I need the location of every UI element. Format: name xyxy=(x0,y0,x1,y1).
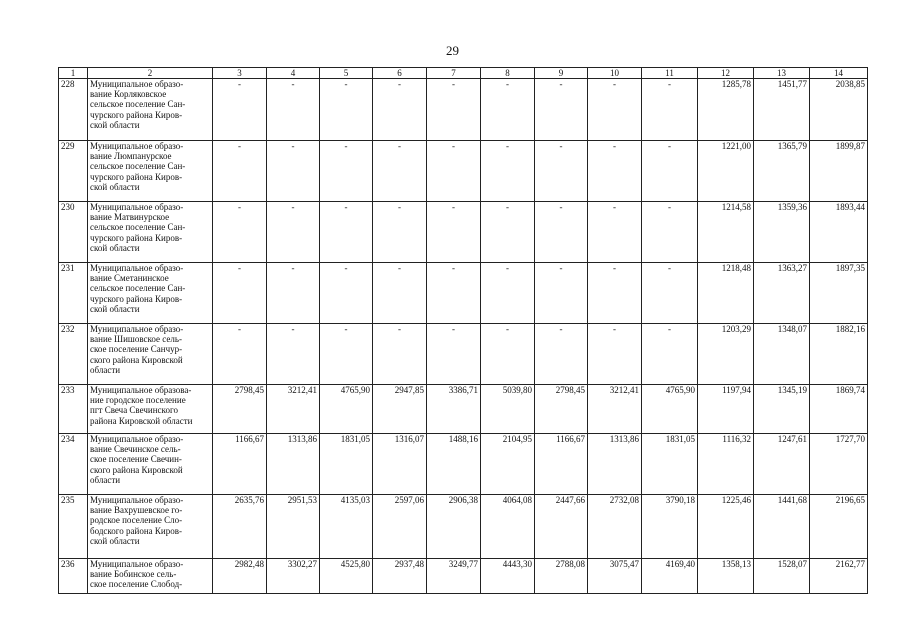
column-header-4: 4 xyxy=(267,68,320,79)
municipality-name-line: чурского района Киров- xyxy=(90,232,183,243)
table-row xyxy=(59,263,868,324)
value-cell-col-7: - xyxy=(427,263,481,324)
municipality-name-line: вание Люмпанурское xyxy=(90,151,172,162)
value-cell-col-14: 1893,44 xyxy=(810,202,868,263)
value-cell-col-13: 1359,36 xyxy=(754,202,810,263)
value-cell-col-10: - xyxy=(588,79,642,141)
value-cell-col-9: 2798,45 xyxy=(535,385,588,434)
value-cell-col-14: 2162,77 xyxy=(810,559,868,594)
municipality-name-line: вание Сметанинское xyxy=(90,273,169,284)
value-cell-col-11: - xyxy=(642,263,698,324)
row-number: 233 xyxy=(59,385,88,434)
municipality-name-line: района Кировской области xyxy=(90,415,193,426)
municipality-name-line: вание Шишовское сель- xyxy=(90,334,182,345)
value-cell-col-3: - xyxy=(213,202,267,263)
table-header xyxy=(59,68,868,79)
column-header-6: 6 xyxy=(373,68,427,79)
value-cell-col-14: 2196,65 xyxy=(810,495,868,559)
value-cell-col-5: - xyxy=(320,324,373,385)
value-cell-col-12: 1358,13 xyxy=(698,559,754,594)
row-number: 234 xyxy=(59,434,88,495)
value-cell-col-13: 1363,27 xyxy=(754,263,810,324)
value-cell-col-9: 2788,08 xyxy=(535,559,588,594)
value-cell-col-7: - xyxy=(427,79,481,141)
value-cell-col-7: 3249,77 xyxy=(427,559,481,594)
value-cell-col-6: - xyxy=(373,141,427,202)
municipality-name-line: ской области xyxy=(90,242,140,253)
value-cell-col-9: 1166,67 xyxy=(535,434,588,495)
municipality-name-line: ской области xyxy=(90,535,140,546)
value-cell-col-10: - xyxy=(588,324,642,385)
value-cell-col-13: 1345,19 xyxy=(754,385,810,434)
value-cell-col-14: 1727,70 xyxy=(810,434,868,495)
municipality-name-line: сельское поселение Сан- xyxy=(90,283,186,294)
municipality-name-line: сельское поселение Сан- xyxy=(90,99,186,110)
municipality-name-line: ского района Кировской xyxy=(90,464,183,475)
municipality-name-line: Муниципальное образо- xyxy=(90,324,184,334)
value-cell-col-10: 1313,86 xyxy=(588,434,642,495)
municipality-name-line: ское поселение Санчур- xyxy=(90,344,183,355)
value-cell-col-11: - xyxy=(642,79,698,141)
value-cell-col-14: 1869,74 xyxy=(810,385,868,434)
value-cell-col-12: 1221,00 xyxy=(698,141,754,202)
row-number: 229 xyxy=(59,141,88,202)
table-row xyxy=(59,559,868,594)
municipality-name-line: Муниципальное образо- xyxy=(90,141,184,151)
municipality-name xyxy=(88,202,213,263)
value-cell-col-14: 1899,87 xyxy=(810,141,868,202)
municipality-name-line: вание Бобинское сель- xyxy=(90,569,177,580)
value-cell-col-3: 2798,45 xyxy=(213,385,267,434)
value-cell-col-13: 1528,07 xyxy=(754,559,810,594)
column-header-14: 14 xyxy=(810,68,868,79)
row-number: 231 xyxy=(59,263,88,324)
value-cell-col-6: - xyxy=(373,263,427,324)
value-cell-col-4: 3212,41 xyxy=(267,385,320,434)
municipality-name-line: сельское поселение Сан- xyxy=(90,161,186,172)
value-cell-col-8: - xyxy=(481,141,535,202)
municipality-name xyxy=(88,385,213,434)
value-cell-col-8: - xyxy=(481,79,535,141)
value-cell-col-4: - xyxy=(267,324,320,385)
value-cell-col-11: 1831,05 xyxy=(642,434,698,495)
value-cell-col-8: 2104,95 xyxy=(481,434,535,495)
value-cell-col-9: - xyxy=(535,79,588,141)
value-cell-col-3: - xyxy=(213,324,267,385)
value-cell-col-11: - xyxy=(642,141,698,202)
value-cell-col-12: 1214,58 xyxy=(698,202,754,263)
value-cell-col-5: 4765,90 xyxy=(320,385,373,434)
municipality-name xyxy=(88,324,213,385)
row-number: 228 xyxy=(59,79,88,141)
value-cell-col-8: - xyxy=(481,324,535,385)
table-row xyxy=(59,385,868,434)
value-cell-col-10: - xyxy=(588,202,642,263)
table-row xyxy=(59,324,868,385)
value-cell-col-13: 1365,79 xyxy=(754,141,810,202)
municipality-name-line: вание Матвинурское xyxy=(90,212,170,223)
column-header-10: 10 xyxy=(588,68,642,79)
value-cell-col-11: 4765,90 xyxy=(642,385,698,434)
row-number: 232 xyxy=(59,324,88,385)
table-body xyxy=(59,79,868,594)
value-cell-col-9: - xyxy=(535,202,588,263)
value-cell-col-7: 2906,38 xyxy=(427,495,481,559)
row-number: 230 xyxy=(59,202,88,263)
municipality-name-line: чурского района Киров- xyxy=(90,109,183,120)
municipality-name xyxy=(88,559,213,594)
value-cell-col-6: 2597,06 xyxy=(373,495,427,559)
value-cell-col-9: 2447,66 xyxy=(535,495,588,559)
municipality-name-line: ское поселение Свечин- xyxy=(90,454,182,465)
municipality-name xyxy=(88,79,213,141)
table-row xyxy=(59,495,868,559)
municipality-name-line: пгт Свеча Свечинского xyxy=(90,405,178,416)
value-cell-col-3: - xyxy=(213,141,267,202)
value-cell-col-14: 1882,16 xyxy=(810,324,868,385)
municipality-name-line: ской области xyxy=(90,303,140,314)
value-cell-col-4: 1313,86 xyxy=(267,434,320,495)
municipality-name xyxy=(88,495,213,559)
municipality-name xyxy=(88,141,213,202)
row-number: 235 xyxy=(59,495,88,559)
value-cell-col-10: 3075,47 xyxy=(588,559,642,594)
value-cell-col-10: - xyxy=(588,263,642,324)
value-cell-col-5: - xyxy=(320,202,373,263)
municipality-name xyxy=(88,263,213,324)
municipality-name-line: ние городское поселение xyxy=(90,395,186,406)
column-header-5: 5 xyxy=(320,68,373,79)
value-cell-col-9: - xyxy=(535,141,588,202)
municipality-name-line: Муниципальное образо- xyxy=(90,263,184,273)
value-cell-col-5: 4525,80 xyxy=(320,559,373,594)
value-cell-col-14: 1897,35 xyxy=(810,263,868,324)
municipality-name-line: Муниципальное образо- xyxy=(90,79,184,89)
municipality-name-line: ской области xyxy=(90,119,140,130)
table-row xyxy=(59,202,868,263)
page-number: 29 xyxy=(446,43,459,58)
municipality-name-line: родское поселение Сло- xyxy=(90,515,183,526)
municipality-name-line: чурского района Киров- xyxy=(90,293,183,304)
value-cell-col-6: - xyxy=(373,324,427,385)
value-cell-col-8: - xyxy=(481,263,535,324)
value-cell-col-12: 1225,46 xyxy=(698,495,754,559)
municipality-name-line: сельское поселение Сан- xyxy=(90,222,186,233)
value-cell-col-4: - xyxy=(267,141,320,202)
value-cell-col-7: 3386,71 xyxy=(427,385,481,434)
column-header-9: 9 xyxy=(535,68,588,79)
municipality-name-line: ского района Кировской xyxy=(90,354,183,365)
value-cell-col-6: 2937,48 xyxy=(373,559,427,594)
value-cell-col-4: - xyxy=(267,202,320,263)
value-cell-col-6: 2947,85 xyxy=(373,385,427,434)
value-cell-col-7: - xyxy=(427,202,481,263)
municipality-name-line: области xyxy=(90,474,121,485)
value-cell-col-3: 2982,48 xyxy=(213,559,267,594)
row-number: 236 xyxy=(59,559,88,594)
municipality-name-line: Муниципальное образо- xyxy=(90,202,184,212)
value-cell-col-8: - xyxy=(481,202,535,263)
value-cell-col-7: - xyxy=(427,324,481,385)
column-header-12: 12 xyxy=(698,68,754,79)
municipality-name-line: области xyxy=(90,364,121,375)
value-cell-col-13: 1247,61 xyxy=(754,434,810,495)
column-header-8: 8 xyxy=(481,68,535,79)
municipality-name-line: вание Вахрушевское го- xyxy=(90,505,183,516)
value-cell-col-5: 1831,05 xyxy=(320,434,373,495)
value-cell-col-9: - xyxy=(535,263,588,324)
value-cell-col-4: - xyxy=(267,79,320,141)
value-cell-col-8: 4443,30 xyxy=(481,559,535,594)
value-cell-col-5: 4135,03 xyxy=(320,495,373,559)
value-cell-col-12: 1197,94 xyxy=(698,385,754,434)
table-row xyxy=(59,79,868,141)
value-cell-col-9: - xyxy=(535,324,588,385)
value-cell-col-6: 1316,07 xyxy=(373,434,427,495)
column-header-1: 1 xyxy=(59,68,88,79)
value-cell-col-13: 1441,68 xyxy=(754,495,810,559)
value-cell-col-10: - xyxy=(588,141,642,202)
value-cell-col-12: 1203,29 xyxy=(698,324,754,385)
value-cell-col-10: 2732,08 xyxy=(588,495,642,559)
municipality-name-line: Муниципальное образова- xyxy=(90,385,192,395)
value-cell-col-8: 4064,08 xyxy=(481,495,535,559)
value-cell-col-4: - xyxy=(267,263,320,324)
value-cell-col-4: 2951,53 xyxy=(267,495,320,559)
column-header-3: 3 xyxy=(213,68,267,79)
value-cell-col-4: 3302,27 xyxy=(267,559,320,594)
column-header-11: 11 xyxy=(642,68,698,79)
table-row xyxy=(59,141,868,202)
value-cell-col-6: - xyxy=(373,202,427,263)
value-cell-col-12: 1218,48 xyxy=(698,263,754,324)
value-cell-col-5: - xyxy=(320,263,373,324)
value-cell-col-7: - xyxy=(427,141,481,202)
column-header-7: 7 xyxy=(427,68,481,79)
value-cell-col-5: - xyxy=(320,79,373,141)
value-cell-col-3: - xyxy=(213,263,267,324)
value-cell-col-13: 1348,07 xyxy=(754,324,810,385)
municipality-name xyxy=(88,434,213,495)
municipality-name-line: Муниципальное образо- xyxy=(90,434,184,444)
tariff-table xyxy=(58,67,868,594)
value-cell-col-8: 5039,80 xyxy=(481,385,535,434)
municipality-name-line: Муниципальное образо- xyxy=(90,559,184,569)
table-row xyxy=(59,434,868,495)
value-cell-col-3: 1166,67 xyxy=(213,434,267,495)
value-cell-col-12: 1285,78 xyxy=(698,79,754,141)
value-cell-col-6: - xyxy=(373,79,427,141)
value-cell-col-11: - xyxy=(642,202,698,263)
value-cell-col-12: 1116,32 xyxy=(698,434,754,495)
municipality-name-line: Муниципальное образо- xyxy=(90,495,184,505)
municipality-name-line: вание Свечинское сель- xyxy=(90,444,181,455)
municipality-name-line: ское поселение Слобод- xyxy=(90,579,183,590)
municipality-name-line: ской области xyxy=(90,181,140,192)
value-cell-col-5: - xyxy=(320,141,373,202)
value-cell-col-13: 1451,77 xyxy=(754,79,810,141)
column-header-2: 2 xyxy=(88,68,213,79)
header-row xyxy=(59,68,868,79)
value-cell-col-14: 2038,85 xyxy=(810,79,868,141)
value-cell-col-11: 4169,40 xyxy=(642,559,698,594)
municipality-name-line: чурского района Киров- xyxy=(90,171,183,182)
column-header-13: 13 xyxy=(754,68,810,79)
value-cell-col-7: 1488,16 xyxy=(427,434,481,495)
value-cell-col-11: 3790,18 xyxy=(642,495,698,559)
municipality-name-line: бодского района Киров- xyxy=(90,525,182,536)
value-cell-col-3: - xyxy=(213,79,267,141)
municipality-name-line: вание Корляковское xyxy=(90,89,167,100)
value-cell-col-10: 3212,41 xyxy=(588,385,642,434)
value-cell-col-3: 2635,76 xyxy=(213,495,267,559)
value-cell-col-11: - xyxy=(642,324,698,385)
